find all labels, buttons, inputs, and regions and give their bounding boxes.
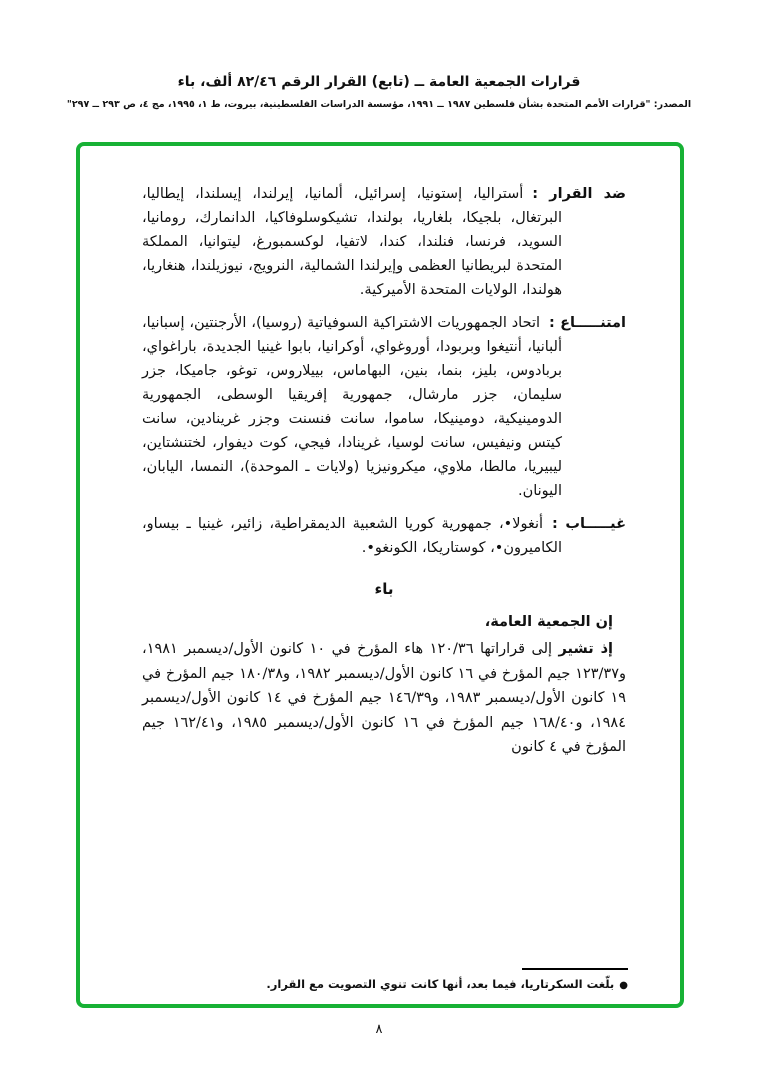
vote-text-against: أستراليا، إستونيا، إسرائيل، ألمانيا، إيرلندا، إيسلندا، إيطاليا، البرتغال، بلجيكا، بلغاريا، بولندا، تشيكوسلوفاكيا، الدانمارك، رومانيا، السويد، فرنسا، فنلندا، كندا، لاتفيا، لوكسمبورغ، ليتوانيا، المملكة المتحدة لبريطانيا العظمى وإيرلندا الشمالية، النرويج، نيوزيلندا، هنغاريا، هولندا، الولايات المتحدة الأميركية.	[142, 186, 562, 298]
recall-paragraph	[142, 637, 626, 760]
vote-block-absent	[142, 512, 626, 560]
footnote	[138, 977, 628, 991]
recall-lead: إذ تشير	[558, 641, 613, 657]
section-heading-ba: باء	[374, 580, 394, 598]
vote-label-against: ضد القرار :	[532, 186, 626, 202]
recall-text: إلى قراراتها ١٢٠/٣٦ هاء المؤرخ في ١٠ كانون الأول/ديسمبر ١٩٨١، و١٢٣/٣٧ جيم المؤرخ في ١٦ كانون الأول/ديسمبر ١٩٨٢، و١٨٠/٣٨ جيم المؤرخ في ١٩ كانون الأول/ديسمبر ١٩٨٣، و١٤٦/٣٩ جيم المؤرخ في ١٤ كانون الأول/ديسمبر ١٩٨٤، و١٦٨/٤٠ جيم المؤرخ في ١٦ كانون الأول/ديسمبر ١٩٨٥، و١٦٢/٤١ جيم المؤرخ في ٤ كانون	[142, 641, 627, 755]
footnote-separator	[522, 968, 628, 970]
footnote-area	[138, 968, 628, 991]
footnote-text: بلّغت السكرتاريا، فيما بعد، أنها كانت تنوي التصويت مع القرار.	[266, 977, 615, 991]
page-number: ٨	[375, 1022, 383, 1037]
page-header	[0, 74, 758, 110]
vote-block-against	[142, 182, 626, 302]
vote-text-absent: أنغولا•، جمهورية كوريا الشعبية الديمقراطية، زائير، غينيا ـ بيساو، الكاميرون•، كوستاريكا، الكونغو•.	[142, 516, 562, 556]
vote-text-abstain: اتحاد الجمهوريات الاشتراكية السوفياتية (روسيا)، الأرجنتين، إسبانيا، ألبانيا، أنتيغوا وبربودا، أوروغواي، أوكرانيا، بابوا غينيا الجديدة، باراغواي، بربادوس، بليز، بنما، بنين، البهاماس، بييلاروس، توغو، جاميكا، جزر سليمان، جزر مارشال، جمهورية إفريقيا الوسطى، الجمهورية الدومينيكية، دومينيكا، ساموا، سانت فنسنت وجزر غرينادين، سانت كيتس ونيفيس، سانت لوسيا، غرينادا، فيجي، كوت ديفوار، لختنشتاين، ليبيريا، مالطا، ملاوي، ميكرونيزيا (ولايات ـ الموحدة)، النمسا، اليابان، اليونان.	[142, 315, 562, 499]
vote-label-absent: غيـــــاب :	[552, 516, 626, 532]
vote-block-abstain	[142, 311, 626, 503]
vote-label-abstain: امتنـــــاع :	[549, 315, 627, 331]
source-citation: المصدر: "قرارات الأمم المتحدة بشأن فلسطين ١٩٨٧ ــ ١٩٩١، مؤسسة الدراسات الفلسطينية، بيروت، ط ١، ١٩٩٥، مج ٤، ص ٢٩٣ ــ ٢٩٧"	[66, 99, 692, 110]
green-content-frame	[76, 142, 684, 1008]
footnote-bullet-icon: ●	[619, 980, 628, 991]
page-title: قرارات الجمعية العامة ــ (تابع) القرار الرقم ٨٢/٤٦ ألف، باء	[177, 74, 581, 90]
assembly-intro: إن الجمعية العامة،	[484, 614, 613, 630]
